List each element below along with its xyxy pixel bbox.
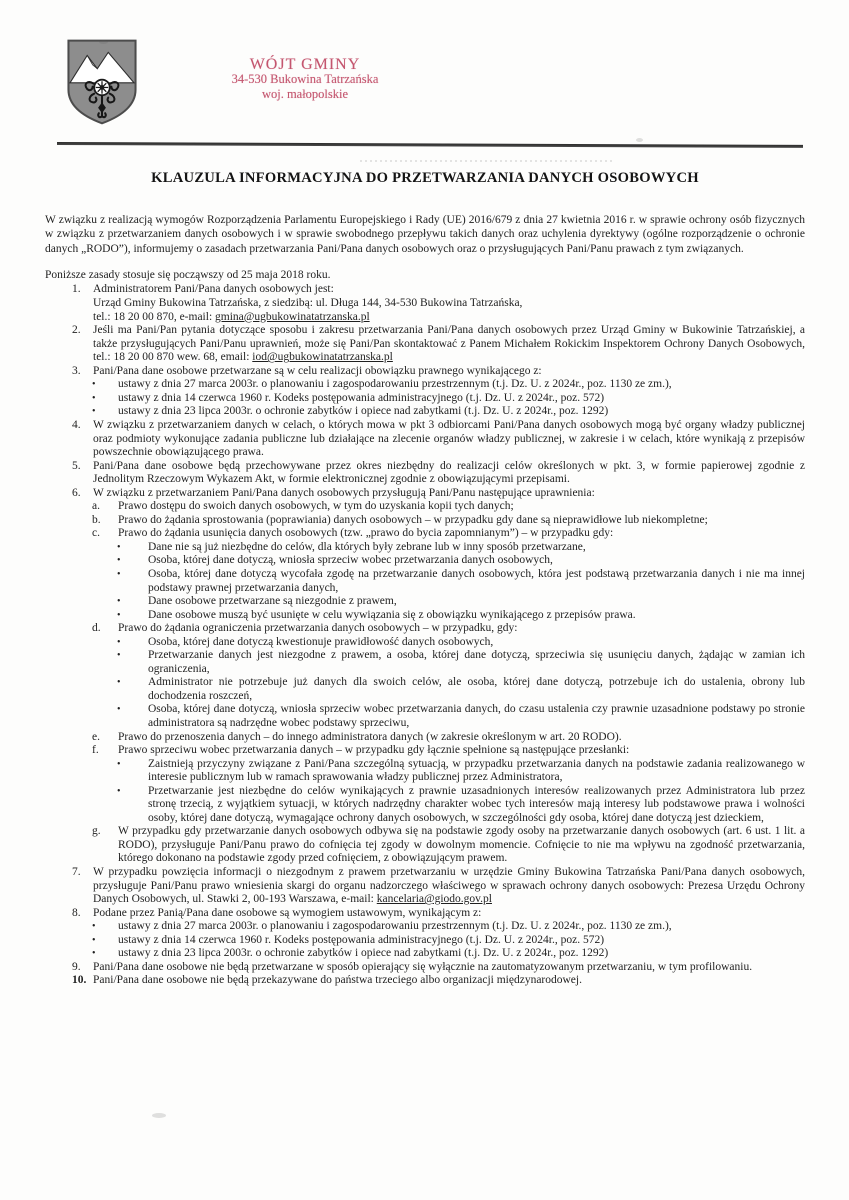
row-text bbox=[148, 758, 805, 785]
text-segment: tel.: 18 20 00 870, e-mail: bbox=[93, 310, 216, 323]
row-marker: • bbox=[117, 758, 121, 770]
doc-row bbox=[45, 703, 805, 730]
scan-speck bbox=[99, 40, 108, 44]
effective-date-line: Poniższe zasady stosuje się począwszy od 25 maja 2018 roku. bbox=[45, 268, 331, 281]
page-title: KLAUZULA INFORMACYJNA DO PRZETWARZANIA DANYCH OSOBOWYCH bbox=[151, 170, 699, 186]
row-text bbox=[148, 649, 805, 676]
row-text bbox=[93, 460, 805, 487]
row-text bbox=[148, 609, 805, 623]
row-marker: • bbox=[92, 392, 96, 404]
row-marker: • bbox=[92, 934, 96, 946]
text-segment: Przetwarzanie danych jest niezgodne z prawem, a osoba, której dane dotyczą, sprzeciwia się usunięciu danych, żądając w zamian ich ograniczenia, bbox=[148, 649, 805, 675]
row-marker: • bbox=[92, 948, 96, 960]
row-text bbox=[148, 785, 805, 826]
doc-row bbox=[45, 866, 805, 907]
text-segment: Osoba, której dane dotyczą wycofała zgodę na przetwarzanie danych osobowych, która jest podstawą przetwarzania danych i nie ma innej podstawy prawnej przetwarzania danych, bbox=[148, 567, 805, 594]
row-text bbox=[118, 744, 805, 758]
text-segment: Pani/Pana dane osobowe przetwarzane są w celu realizacji obowiązku prawnego wynikającego z: bbox=[93, 364, 542, 377]
text-segment: Jeśli ma Pani/Pan pytania dotyczące sposobu i zakresu przetwarzania Pani/Pana danych osobowych przez Urząd Gminy w Bukowinie Tatrzańskiej, a także przysługujących Pani/Panu uprawnień, może się Pani/Pan skontaktować z Panem Michałem Rokickim Inspektorem Ochrony Danych Osobowych, tel.: 18 20 00 870 wew. 68, email: bbox=[93, 324, 805, 364]
doc-row bbox=[45, 554, 805, 568]
doc-row bbox=[45, 744, 805, 758]
text-segment: Prawo do żądania sprostowania (poprawiania) danych osobowych – w przypadku gdy dane są nieprawidłowe lub niekompletne; bbox=[118, 513, 708, 526]
doc-row bbox=[45, 622, 805, 636]
row-text bbox=[148, 703, 805, 730]
text-segment: ustawy z dnia 27 marca 2003r. o planowaniu i zagospodarowaniu przestrzennym (t.j. Dz. U. z 2024r., poz. 1130 ze zm.), bbox=[118, 920, 672, 933]
scan-speck bbox=[152, 1113, 166, 1118]
row-text bbox=[148, 541, 805, 555]
row-marker: c. bbox=[92, 527, 100, 540]
row-marker: 4. bbox=[72, 418, 81, 431]
text-segment: Pani/Pana dane osobowe nie będą przetwarzane w sposób opierający się wyłącznie na zautomatyzowanym przetwarzaniu, w tym profilowaniu. bbox=[93, 960, 753, 973]
row-marker: d. bbox=[92, 622, 101, 635]
text-segment: Urząd Gminy Bukowina Tatrzańska, z siedzibą: ul. Długa 144, 34-530 Bukowina Tatrzańska, bbox=[93, 297, 523, 310]
row-text bbox=[93, 866, 805, 907]
stamp-office-name: WÓJT GMINY bbox=[249, 56, 361, 73]
row-marker: • bbox=[92, 406, 96, 418]
doc-row bbox=[45, 311, 805, 325]
doc-row bbox=[45, 907, 805, 921]
intro-paragraph: W związku z realizacją wymogów Rozporządzenia Parlamentu Europejskiego i Rady (UE) 2016/679 z dnia 27 kwietnia 2016 r. w sprawie ochrony osób fizycznych w związku z przetwarzaniem danych osobowych i w sprawie swobodnego przepływu takich danych oraz uchylenia dyrektywy (ogólne rozporządzenie o ochronie danych „RODO”), informujemy o zasadach przetwarzania Pani/Pana danych osobowych oraz o przysługujących Pani/Panu prawach z tym związanych. bbox=[45, 214, 805, 255]
row-marker: • bbox=[117, 596, 121, 608]
clauses-list bbox=[45, 283, 805, 987]
doc-row bbox=[45, 934, 805, 948]
row-marker: 9. bbox=[72, 960, 81, 973]
document-content bbox=[45, 170, 805, 988]
doc-row bbox=[45, 568, 805, 595]
row-text bbox=[93, 324, 805, 365]
doc-row bbox=[45, 297, 805, 311]
row-marker: 10. bbox=[72, 974, 87, 987]
header-divider-line bbox=[57, 142, 803, 148]
doc-row bbox=[45, 595, 805, 609]
doc-row bbox=[45, 460, 805, 487]
row-text bbox=[118, 392, 805, 406]
row-text bbox=[93, 365, 805, 379]
doc-row bbox=[45, 785, 805, 826]
text-segment: Osoba, której dane dotyczą kwestionuje prawidłowość danych osobowych, bbox=[148, 635, 494, 648]
doc-row bbox=[45, 419, 805, 460]
text-segment: W związku z przetwarzaniem Pani/Pana danych osobowych przysługują Pani/Panu następujące uprawnienia: bbox=[93, 486, 595, 499]
row-text bbox=[148, 554, 805, 568]
row-marker: • bbox=[117, 568, 121, 580]
text-segment: Prawo do żądania ograniczenia przetwarzania danych osobowych – w przypadku, gdy: bbox=[118, 622, 518, 635]
row-marker: • bbox=[117, 636, 121, 648]
text-segment: W przypadku powzięcia informacji o niezgodnym z prawem przetwarzaniu w urzędzie Gminy Bukowina Tatrzańska Pani/Pana danych osobowych, przysługuje Pani/Panu prawo wniesienia skargi do organu nadzorczego właściwego w sprawach ochrony danych osobowych: Prezesa Urzędu Ochrony Danych Osobowych, ul. Stawki 2, 00-193 Warszawa, e-mail: bbox=[93, 866, 805, 906]
doc-row bbox=[45, 758, 805, 785]
row-marker: • bbox=[92, 379, 96, 391]
text-segment: Podane przez Panią/Pana dane osobowe są wymogiem ustawowym, wynikającym z: bbox=[93, 906, 482, 919]
doc-row bbox=[45, 378, 805, 392]
row-text bbox=[148, 676, 805, 703]
row-marker bbox=[72, 297, 93, 311]
doc-row bbox=[45, 731, 805, 745]
text-segment: Osoba, której dane dotyczą, wniosła sprzeciw wobec przetwarzania danych, do czasu ustalenia czy prawnie uzasadnione podstawy po stronie administratora są nadrzędne wobec podstawy sprzeciwu, bbox=[148, 703, 805, 729]
row-marker: b. bbox=[92, 513, 101, 526]
row-text bbox=[93, 961, 805, 975]
coat-of-arms-icon bbox=[63, 37, 141, 127]
doc-row bbox=[45, 676, 805, 703]
row-text bbox=[118, 514, 805, 528]
email-link: iod@ugbukowinatatrzanska.pl bbox=[252, 351, 393, 364]
stamp-voivodeship: woj. małopolskie bbox=[261, 87, 349, 101]
row-text bbox=[118, 825, 805, 866]
text-segment: Osoba, której dane dotyczą, wniosła sprzeciw wobec przetwarzania danych osobowych, bbox=[148, 554, 553, 567]
doc-row bbox=[45, 514, 805, 528]
doc-row bbox=[45, 527, 805, 541]
row-text bbox=[118, 934, 805, 948]
email-link: gmina@ugbukowinatatrzanska.pl bbox=[215, 310, 370, 323]
row-text bbox=[118, 378, 805, 392]
row-marker: f. bbox=[92, 744, 99, 757]
row-marker: e. bbox=[92, 730, 100, 743]
row-marker: • bbox=[117, 555, 121, 567]
row-text bbox=[93, 311, 805, 325]
text-segment: Prawo do żądania usunięcia danych osobowych (tzw. „prawo do bycia zapomnianym”) – w przypadku gdy: bbox=[118, 527, 614, 540]
doc-row bbox=[45, 487, 805, 501]
row-marker: • bbox=[117, 785, 121, 797]
text-segment: Administrator nie potrzebuje już danych dla swoich celów, ale osoba, której dane dotyczą, potrzebuje ich do ustalenia, obrony lub dochodzenia roszczeń, bbox=[148, 676, 805, 702]
doc-row bbox=[45, 961, 805, 975]
row-text bbox=[118, 731, 805, 745]
text-segment: ustawy z dnia 14 czerwca 1960 r. Kodeks postępowania administracyjnego (t.j. Dz. U. z 2024r., poz. 572) bbox=[118, 933, 605, 946]
text-segment: Dane osobowe muszą być usunięte w celu wywiązania się z obowiązku wynikającego z przepisów prawa. bbox=[148, 608, 636, 621]
text-segment: Zaistnieją przyczyny związane z Pani/Pana szczególną sytuacją, w przypadku przetwarzania danych na podstawie zadania realizowanego w interesie publicznym lub w ramach sprawowania władzy publicznej przez Administratora, bbox=[148, 757, 805, 784]
row-marker: • bbox=[92, 921, 96, 933]
row-text bbox=[148, 595, 805, 609]
text-segment: Przetwarzanie jest niezbędne do celów wynikających z prawnie uzasadnionych interesów realizowanych przez Administratora lub przez stronę trzecią, z wyjątkiem sytuacji, w których nadrzędny charakter wobec tych interesów mają interesy lub podstawowe prawa i wolności osoby, której dane dotyczą, wymagające ochrony danych osobowych, w szczególności gdy osoba, której dane dotyczą jest dzieckiem, bbox=[148, 784, 805, 824]
row-marker bbox=[72, 311, 93, 325]
text-segment: W przypadku gdy przetwarzanie danych osobowych odbywa się na podstawie zgody osoby na przetwarzanie danych osobowych (art. 6 ust. 1 lit. a RODO), przysługuje Pani/Panu prawo do cofnięcia tej zgody w dowolnym momencie. Cofnięcie to nie ma wpływu na zgodność przetwarzania, którego dokonano na podstawie zgody przed cofnięciem, z obowiązującym prawem. bbox=[118, 825, 805, 865]
row-marker: 5. bbox=[72, 459, 81, 472]
doc-row bbox=[45, 541, 805, 555]
row-text bbox=[148, 636, 805, 650]
doc-row bbox=[45, 392, 805, 406]
text-segment: Prawo dostępu do swoich danych osobowych, w tym do uzyskania kopii tych danych; bbox=[118, 500, 514, 513]
stamp-address: 34-530 Bukowina Tatrzańska bbox=[231, 72, 379, 86]
row-text bbox=[93, 487, 805, 501]
doc-row bbox=[45, 636, 805, 650]
row-marker: • bbox=[117, 704, 121, 716]
text-segment: ustawy z dnia 23 lipca 2003r. o ochronie zabytków i opiece nad zabytkami (t.j. Dz. U. z 2024r., poz. 1292) bbox=[118, 405, 609, 418]
row-text bbox=[93, 907, 805, 921]
row-text bbox=[148, 568, 805, 595]
row-marker: 2. bbox=[72, 324, 81, 337]
text-segment: Administratorem Pani/Pana danych osobowych jest: bbox=[93, 283, 334, 296]
row-marker: 6. bbox=[72, 486, 81, 499]
row-text bbox=[118, 500, 805, 514]
row-marker: 1. bbox=[72, 283, 81, 296]
text-segment: Dane nie są już niezbędne do celów, dla których były zebrane lub w inny sposób przetwarzane, bbox=[148, 540, 586, 553]
text-segment: Pani/Pana dane osobowe nie będą przekazywane do państwa trzeciego albo organizacji międzynarodowej. bbox=[93, 974, 582, 987]
text-segment: ustawy z dnia 23 lipca 2003r. o ochronie zabytków i opiece nad zabytkami (t.j. Dz. U. z 2024r., poz. 1292) bbox=[118, 947, 609, 960]
row-marker: • bbox=[117, 541, 121, 553]
row-text bbox=[93, 283, 805, 297]
doc-row bbox=[45, 283, 805, 297]
row-marker: • bbox=[117, 609, 121, 621]
doc-row bbox=[45, 825, 805, 866]
scan-smudge bbox=[360, 160, 615, 162]
doc-row bbox=[45, 649, 805, 676]
row-text bbox=[118, 920, 805, 934]
row-marker: 7. bbox=[72, 866, 81, 878]
doc-row bbox=[45, 405, 805, 419]
email-link: kancelaria@giodo.gov.pl bbox=[376, 893, 492, 906]
row-marker: • bbox=[117, 650, 121, 662]
row-text bbox=[118, 405, 805, 419]
row-text bbox=[118, 947, 805, 961]
office-stamp bbox=[175, 57, 435, 102]
row-marker: • bbox=[117, 677, 121, 689]
text-segment: Prawo sprzeciwu wobec przetwarzania danych – w przypadku gdy łącznie spełnione są następujące przesłanki: bbox=[118, 744, 630, 757]
row-marker: a. bbox=[92, 500, 100, 513]
row-marker: 3. bbox=[72, 364, 81, 377]
scan-speck bbox=[636, 138, 643, 142]
row-text bbox=[93, 419, 805, 460]
doc-row bbox=[45, 947, 805, 961]
text-segment: Pani/Pana dane osobowe będą przechowywane przez okres niezbędny do realizacji celów określonych w pkt. 3, w formie papierowej zgodnie z Jednolitym Rzeczowym Wykazem Akt, w formie elektronicznej zgodnie z obowiązującymi przepisami. bbox=[93, 459, 805, 486]
text-segment: Dane osobowe przetwarzane są niezgodnie z prawem, bbox=[148, 595, 397, 608]
doc-row bbox=[45, 365, 805, 379]
text-segment: W związku z przetwarzaniem danych w celach, o których mowa w pkt 3 odbiorcami Pani/Pana danych osobowych mogą być organy władzy publicznej oraz podmioty wykonujące zadania publiczne lub działające na zlecenie organów władzy publicznej, w zakresie i w celach, które wynikają z przepisów powszechnie obowiązującego prawa. bbox=[93, 418, 805, 459]
text-segment: ustawy z dnia 27 marca 2003r. o planowaniu i zagospodarowaniu przestrzennym (t.j. Dz. U. z 2024r., poz. 1130 ze zm.), bbox=[118, 378, 672, 391]
row-marker: g. bbox=[92, 825, 101, 838]
doc-row bbox=[45, 500, 805, 514]
doc-row bbox=[45, 974, 805, 988]
row-text bbox=[118, 622, 805, 636]
row-text bbox=[93, 297, 805, 311]
doc-row bbox=[45, 920, 805, 934]
row-text bbox=[93, 974, 805, 988]
text-segment: ustawy z dnia 14 czerwca 1960 r. Kodeks postępowania administracyjnego (t.j. Dz. U. z 2024r., poz. 572) bbox=[118, 391, 605, 404]
text-segment: Prawo do przenoszenia danych – do innego administratora danych (w zakresie określonym w art. 20 RODO). bbox=[118, 730, 622, 743]
row-marker: 8. bbox=[72, 906, 81, 919]
doc-row bbox=[45, 609, 805, 623]
doc-row bbox=[45, 324, 805, 365]
row-text bbox=[118, 527, 805, 541]
